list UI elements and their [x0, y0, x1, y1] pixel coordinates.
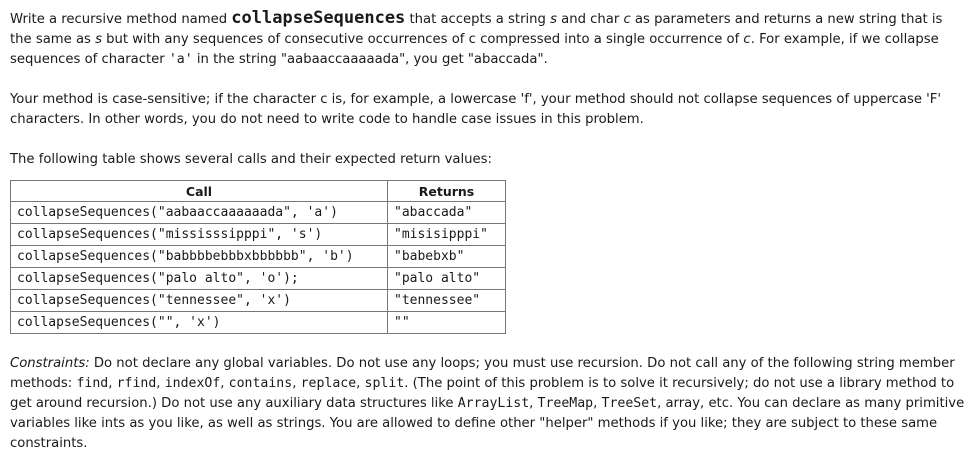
constraints-text: , array, etc. You can declare as many primitive variables like ints as you like, as well as strings. You are allowed to define other "helper" methods if you like; they are subject to these same constraints.: [10, 396, 965, 451]
call-cell: collapseSequences("", 'x'): [11, 312, 388, 334]
intro-text: that accepts a string: [405, 12, 551, 27]
separator: ,: [108, 376, 117, 391]
returns-cell: "misisipppi": [388, 224, 506, 246]
header-returns: Returns: [388, 181, 506, 202]
table-row: [11, 246, 506, 268]
method-contains: contains: [228, 376, 293, 391]
table-row: [11, 312, 506, 334]
intro-text: but with any sequences of consecutive occurrences of c compressed into a single occurrence of: [101, 32, 744, 47]
method-find: find: [76, 376, 109, 391]
returns-cell: "babebxb": [388, 246, 506, 268]
table-intro: The following table shows several calls and their expected return values:: [10, 152, 492, 167]
table-row: [11, 268, 506, 290]
returns-cell: "tennessee": [388, 290, 506, 312]
call-cell: collapseSequences("tennessee", 'x'): [11, 290, 388, 312]
intro-text: Write a recursive method named: [10, 12, 232, 27]
problem-statement: [10, 8, 965, 454]
call-cell: collapseSequences("aabaaccaaaaaada", 'a'): [11, 202, 388, 224]
method-name: collapseSequences: [231, 8, 406, 28]
call-cell: collapseSequences("babbbbebbbxbbbbbb", 'b'): [11, 246, 388, 268]
constraints-section: [10, 354, 965, 454]
method-indexof: indexOf: [164, 376, 221, 391]
constraints-text: . (The point of this problem is to solve it recursively; do not use a library method to get around recursion.) Do not use any auxiliary data structures like: [10, 376, 955, 411]
case-paragraph: Your method is case-sensitive; if the character c is, for example, a lowercase 'f', your method should not collapse sequences of uppercase 'F' characters. In other words, you do not need to write code to handle case issues in this problem.: [10, 92, 941, 127]
intro-paragraph: [10, 8, 965, 70]
char-example: 'a': [168, 52, 193, 67]
call-cell: collapseSequences("mississsipppi", 's'): [11, 224, 388, 246]
method-replace: replace: [300, 376, 357, 391]
var-s: s: [550, 12, 557, 27]
separator: ,: [529, 396, 538, 411]
returns-cell: "abaccada": [388, 202, 506, 224]
var-c: c: [743, 32, 751, 47]
separator: ,: [156, 376, 165, 391]
method-split: split: [364, 376, 405, 391]
table-row: [11, 290, 506, 312]
table-row: [11, 224, 506, 246]
intro-text: . For example, if we collapse sequences of character: [10, 32, 939, 67]
separator: ,: [220, 376, 229, 391]
method-rfind: rfind: [116, 376, 157, 391]
separator: ,: [356, 376, 365, 391]
intro-text: and char: [556, 12, 624, 27]
calls-table: [10, 180, 506, 334]
intro-text: as parameters and returns a new string that is the same as: [10, 12, 943, 47]
type-arraylist: ArrayList: [457, 396, 530, 411]
call-cell: collapseSequences("palo alto", 'o');: [11, 268, 388, 290]
constraints-text: Do not declare any global variables. Do not use any loops; you must use recursion. Do not call any of the following string member methods:: [10, 356, 955, 391]
separator: ,: [292, 376, 301, 391]
constraints-label: Constraints:: [10, 356, 90, 371]
intro-text: in the string "aabaaccaaaaada", you get "abaccada".: [192, 52, 548, 67]
table-header-row: [11, 181, 506, 202]
returns-cell: "": [388, 312, 506, 334]
constraints-paragraph: [10, 354, 965, 454]
separator: ,: [593, 396, 602, 411]
var-c: c: [623, 12, 631, 27]
returns-cell: "palo alto": [388, 268, 506, 290]
table-row: [11, 202, 506, 224]
type-treemap: TreeMap: [537, 396, 594, 411]
type-treeset: TreeSet: [601, 396, 658, 411]
header-call: Call: [11, 181, 388, 202]
var-s: s: [95, 32, 102, 47]
